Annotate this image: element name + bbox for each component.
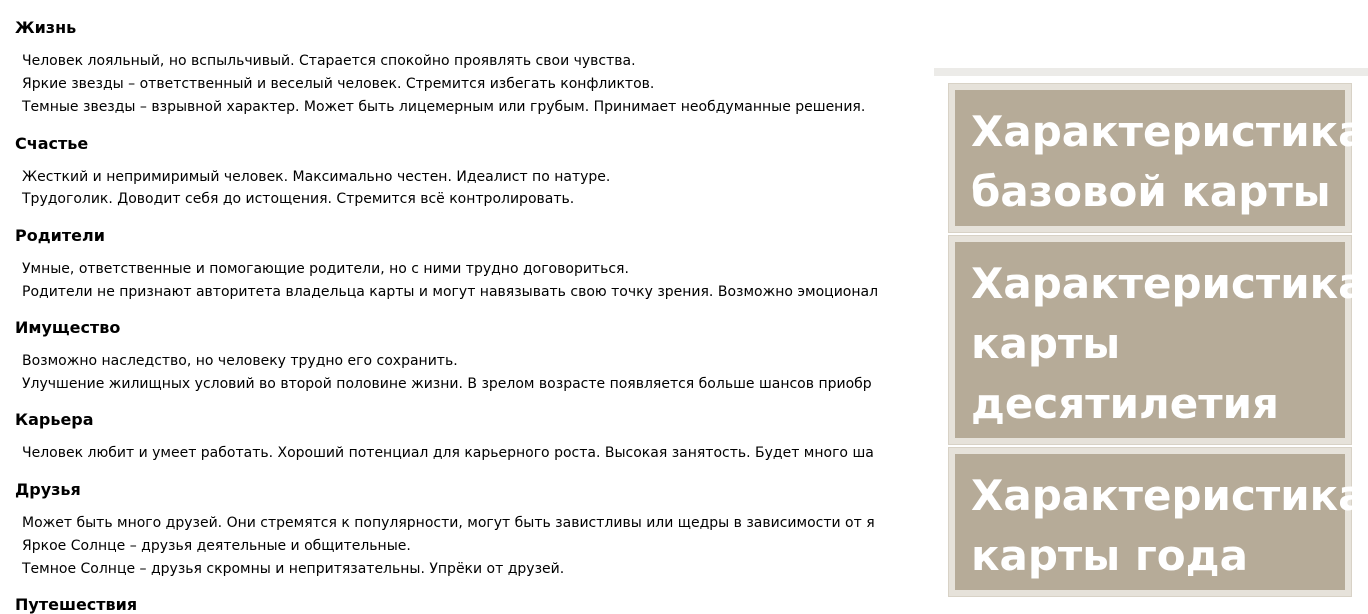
section-line: Может быть много друзей. Они стремятся к популярности, могут быть завистливы или щедры в зависимости от я <box>22 515 875 531</box>
section-line: Родители не признают авторитета владельца карты и могут навязывать свою точку зрения. Возможно эмоционал <box>22 284 879 300</box>
section-title: Жизнь <box>15 18 77 37</box>
year-card-panel-button[interactable] <box>949 448 1367 596</box>
section-line: Жесткий и непримиримый человек. Максимально честен. Идеалист по натуре. <box>22 169 611 185</box>
panel-divider <box>934 68 1368 76</box>
section-line: Яркое Солнце – друзья деятельные и общительные. <box>22 538 411 554</box>
section-line: Темное Солнце – друзья скромны и непритязательны. Упрёки от друзей. <box>22 561 565 577</box>
section-title: Счастье <box>15 134 89 153</box>
section-title: Карьера <box>15 410 94 429</box>
section-title: Путешествия <box>15 595 138 614</box>
panel-label: Характеристика карты десятилетия <box>971 259 1367 428</box>
section-title: Родители <box>15 226 105 245</box>
section-line: Трудоголик. Доводит себя до истощения. Стремится всё контролировать. <box>22 191 575 207</box>
section-line: Человек лояльный, но вспыльчивый. Старается спокойно проявлять свои чувства. <box>22 53 636 69</box>
section-line: Улучшение жилищных условий во второй половине жизни. В зрелом возрасте появляется больше шансов приобр <box>22 376 872 392</box>
section-line: Темные звезды – взрывной характер. Может быть лицемерным или грубым. Принимает необдуманные решения. <box>22 99 866 115</box>
section-title: Друзья <box>15 480 81 499</box>
decade-card-panel-button[interactable] <box>949 236 1367 444</box>
base-card-panel-button[interactable] <box>949 84 1367 232</box>
section-line: Человек любит и умеет работать. Хороший потенциал для карьерного роста. Высокая занятость. Будет много ша <box>22 445 874 461</box>
panel-label: Характеристика карты года <box>971 471 1367 580</box>
panel-label: Характеристика базовой карты <box>971 107 1367 216</box>
section-line: Яркие звезды – ответственный и веселый человек. Стремится избегать конфликтов. <box>22 76 655 92</box>
section-title: Имущество <box>15 318 121 337</box>
section-line: Умные, ответственные и помогающие родители, но с ними трудно договориться. <box>22 261 629 277</box>
section-line: Возможно наследство, но человеку трудно его сохранить. <box>22 353 458 369</box>
